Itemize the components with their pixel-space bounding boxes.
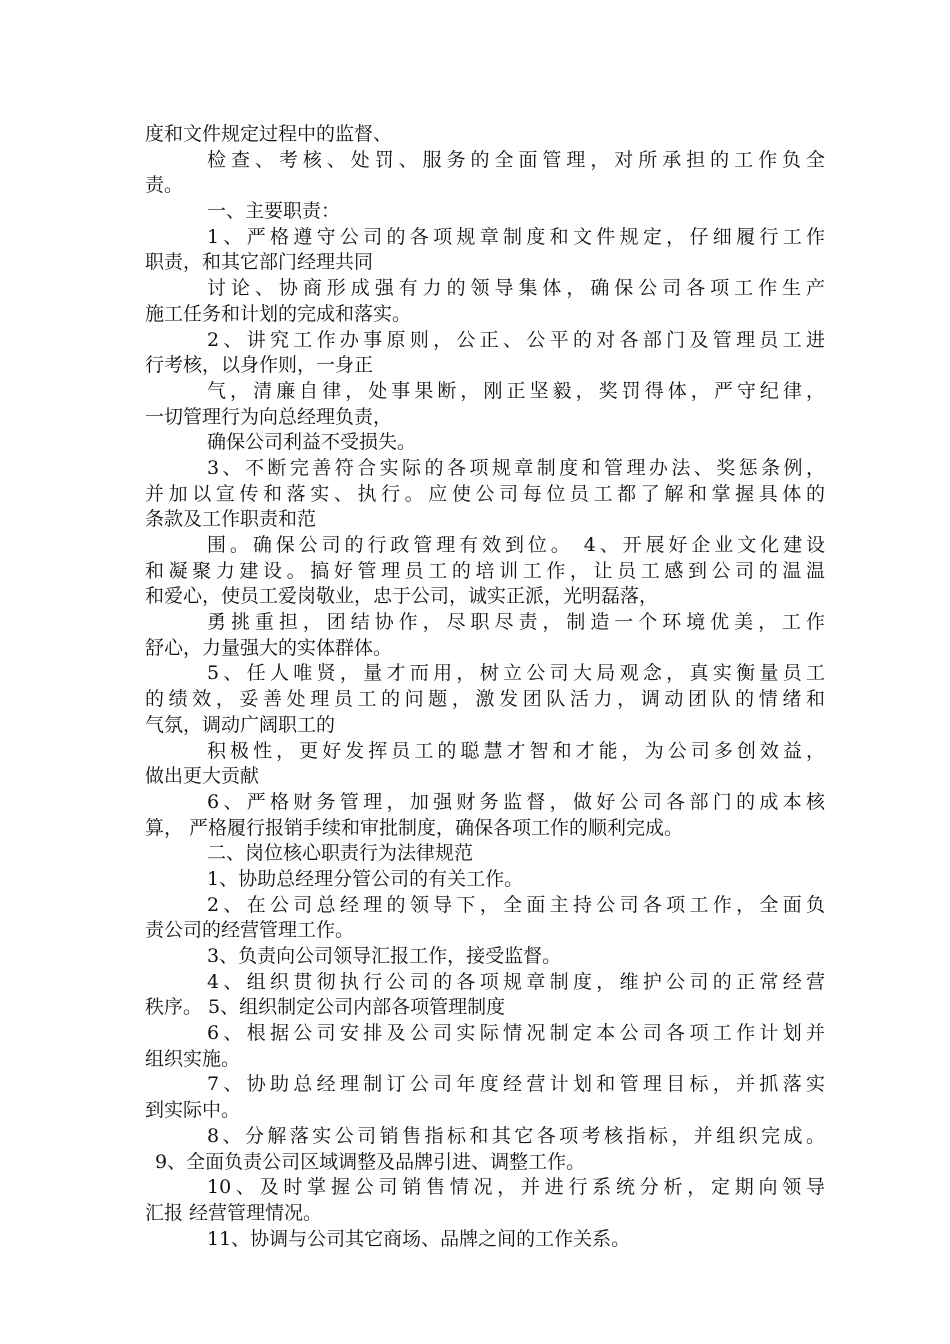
text-line: 8、分解落实公司销售指标和其它各项考核指标，并组织完成。 bbox=[207, 1124, 825, 1147]
text-line: 确保公司利益不受损失。 bbox=[207, 431, 417, 454]
text-line: 组织实施。 bbox=[145, 1047, 241, 1070]
text-line: 条款及工作职责和范 bbox=[145, 508, 317, 531]
text-line: 围。确保公司的行政管理有效到位。 4、开展好企业文化建设 bbox=[207, 534, 825, 556]
text-line: 2、讲究工作办事原则，公正、公平的对各部门及管理员工进 bbox=[207, 328, 825, 351]
text-line: 和凝聚力建设。搞好管理员工的培训工作，让员工感到公司的温温 bbox=[145, 559, 825, 582]
text-line: 度和文件规定过程中的监督、 bbox=[145, 123, 393, 145]
text-line: 勇挑重担，团结协作，尽职尽责，制造一个环境优美，工作 bbox=[207, 611, 825, 634]
text-line: 4、组织贯彻执行公司的各项规章制度，维护公司的正常经营 bbox=[207, 970, 825, 993]
document-body bbox=[145, 122, 825, 1252]
section-heading: 一、主要职责： bbox=[207, 200, 341, 223]
text-line: 一切管理行为向总经理负责， bbox=[145, 405, 393, 428]
section-heading: 二、岗位核心职责行为法律规范 bbox=[207, 842, 474, 865]
text-line: 责公司的经营管理工作。 bbox=[145, 919, 355, 942]
text-line: 到实际中。 bbox=[145, 1099, 241, 1122]
text-line: 舒心，力量强大的实体群体。 bbox=[145, 636, 393, 659]
text-line: 1、协助总经理分管公司的有关工作。 bbox=[207, 867, 524, 890]
text-line: 做出更大贡献 bbox=[145, 765, 260, 788]
text-line: 3、不断完善符合实际的各项规章制度和管理办法、奖惩条例， bbox=[207, 456, 825, 479]
text-line: 3、负责向公司领导汇报工作，接受监督。 bbox=[207, 945, 562, 967]
text-line: 10、及时掌握公司销售情况，并进行系统分析，定期向领导 bbox=[207, 1176, 825, 1199]
text-line: 2、在公司总经理的领导下，全面主持公司各项工作，全面负 bbox=[207, 893, 825, 916]
text-line: 9、全面负责公司区域调整及品牌引进、调整工作。 bbox=[155, 1150, 586, 1173]
text-line: 11、协调与公司其它商场、品牌之间的工作关系。 bbox=[207, 1227, 631, 1250]
text-line: 气，清廉自律，处事果断，刚正坚毅，奖罚得体，严守纪律， bbox=[207, 379, 825, 402]
text-line: 责。 bbox=[145, 174, 184, 197]
text-line: 施工任务和计划的完成和落实。 bbox=[145, 302, 412, 325]
text-line: 算， 严格履行报销手续和审批制度，确保各项工作的顺利完成。 bbox=[145, 816, 684, 839]
text-line: 5、任人唯贤，量才而用，树立公司大局观念，真实衡量员工 bbox=[207, 662, 825, 685]
text-line: 的绩效，妥善处理员工的问题，激发团队活力，调动团队的情绪和 bbox=[145, 688, 825, 711]
text-line: 职责，和其它部门经理共同 bbox=[145, 251, 374, 274]
text-line: 并加以宣传和落实、执行。应使公司每位员工都了解和掌握具体的 bbox=[145, 482, 825, 505]
text-line: 1、严格遵守公司的各项规章制度和文件规定，仔细履行工作 bbox=[207, 225, 825, 248]
text-line: 汇报 经营管理情况。 bbox=[145, 1201, 323, 1224]
text-line: 行考核，以身作则，一身正 bbox=[145, 354, 374, 377]
text-line: 讨论、协商形成强有力的领导集体，确保公司各项工作生产 bbox=[207, 277, 825, 300]
text-line: 检查、考核、处罚、服务的全面管理，对所承担的工作负全 bbox=[207, 148, 825, 171]
text-line: 6、严格财务管理，加强财务监督，做好公司各部门的成本核 bbox=[207, 790, 825, 813]
text-line: 6、根据公司安排及公司实际情况制定本公司各项工作计划并 bbox=[207, 1022, 825, 1045]
text-line: 积极性，更好发挥员工的聪慧才智和才能，为公司多创效益， bbox=[207, 739, 825, 762]
text-line: 气氛，调动广阔职工的 bbox=[145, 713, 336, 736]
text-line: 和爱心，使员工爱岗敬业，忠于公司，诚实正派，光明磊落， bbox=[145, 585, 659, 608]
text-line: 秩序。 5、组织制定公司内部各项管理制度 bbox=[145, 996, 506, 1019]
text-line: 7、协助总经理制订公司年度经营计划和管理目标，并抓落实 bbox=[207, 1073, 825, 1096]
